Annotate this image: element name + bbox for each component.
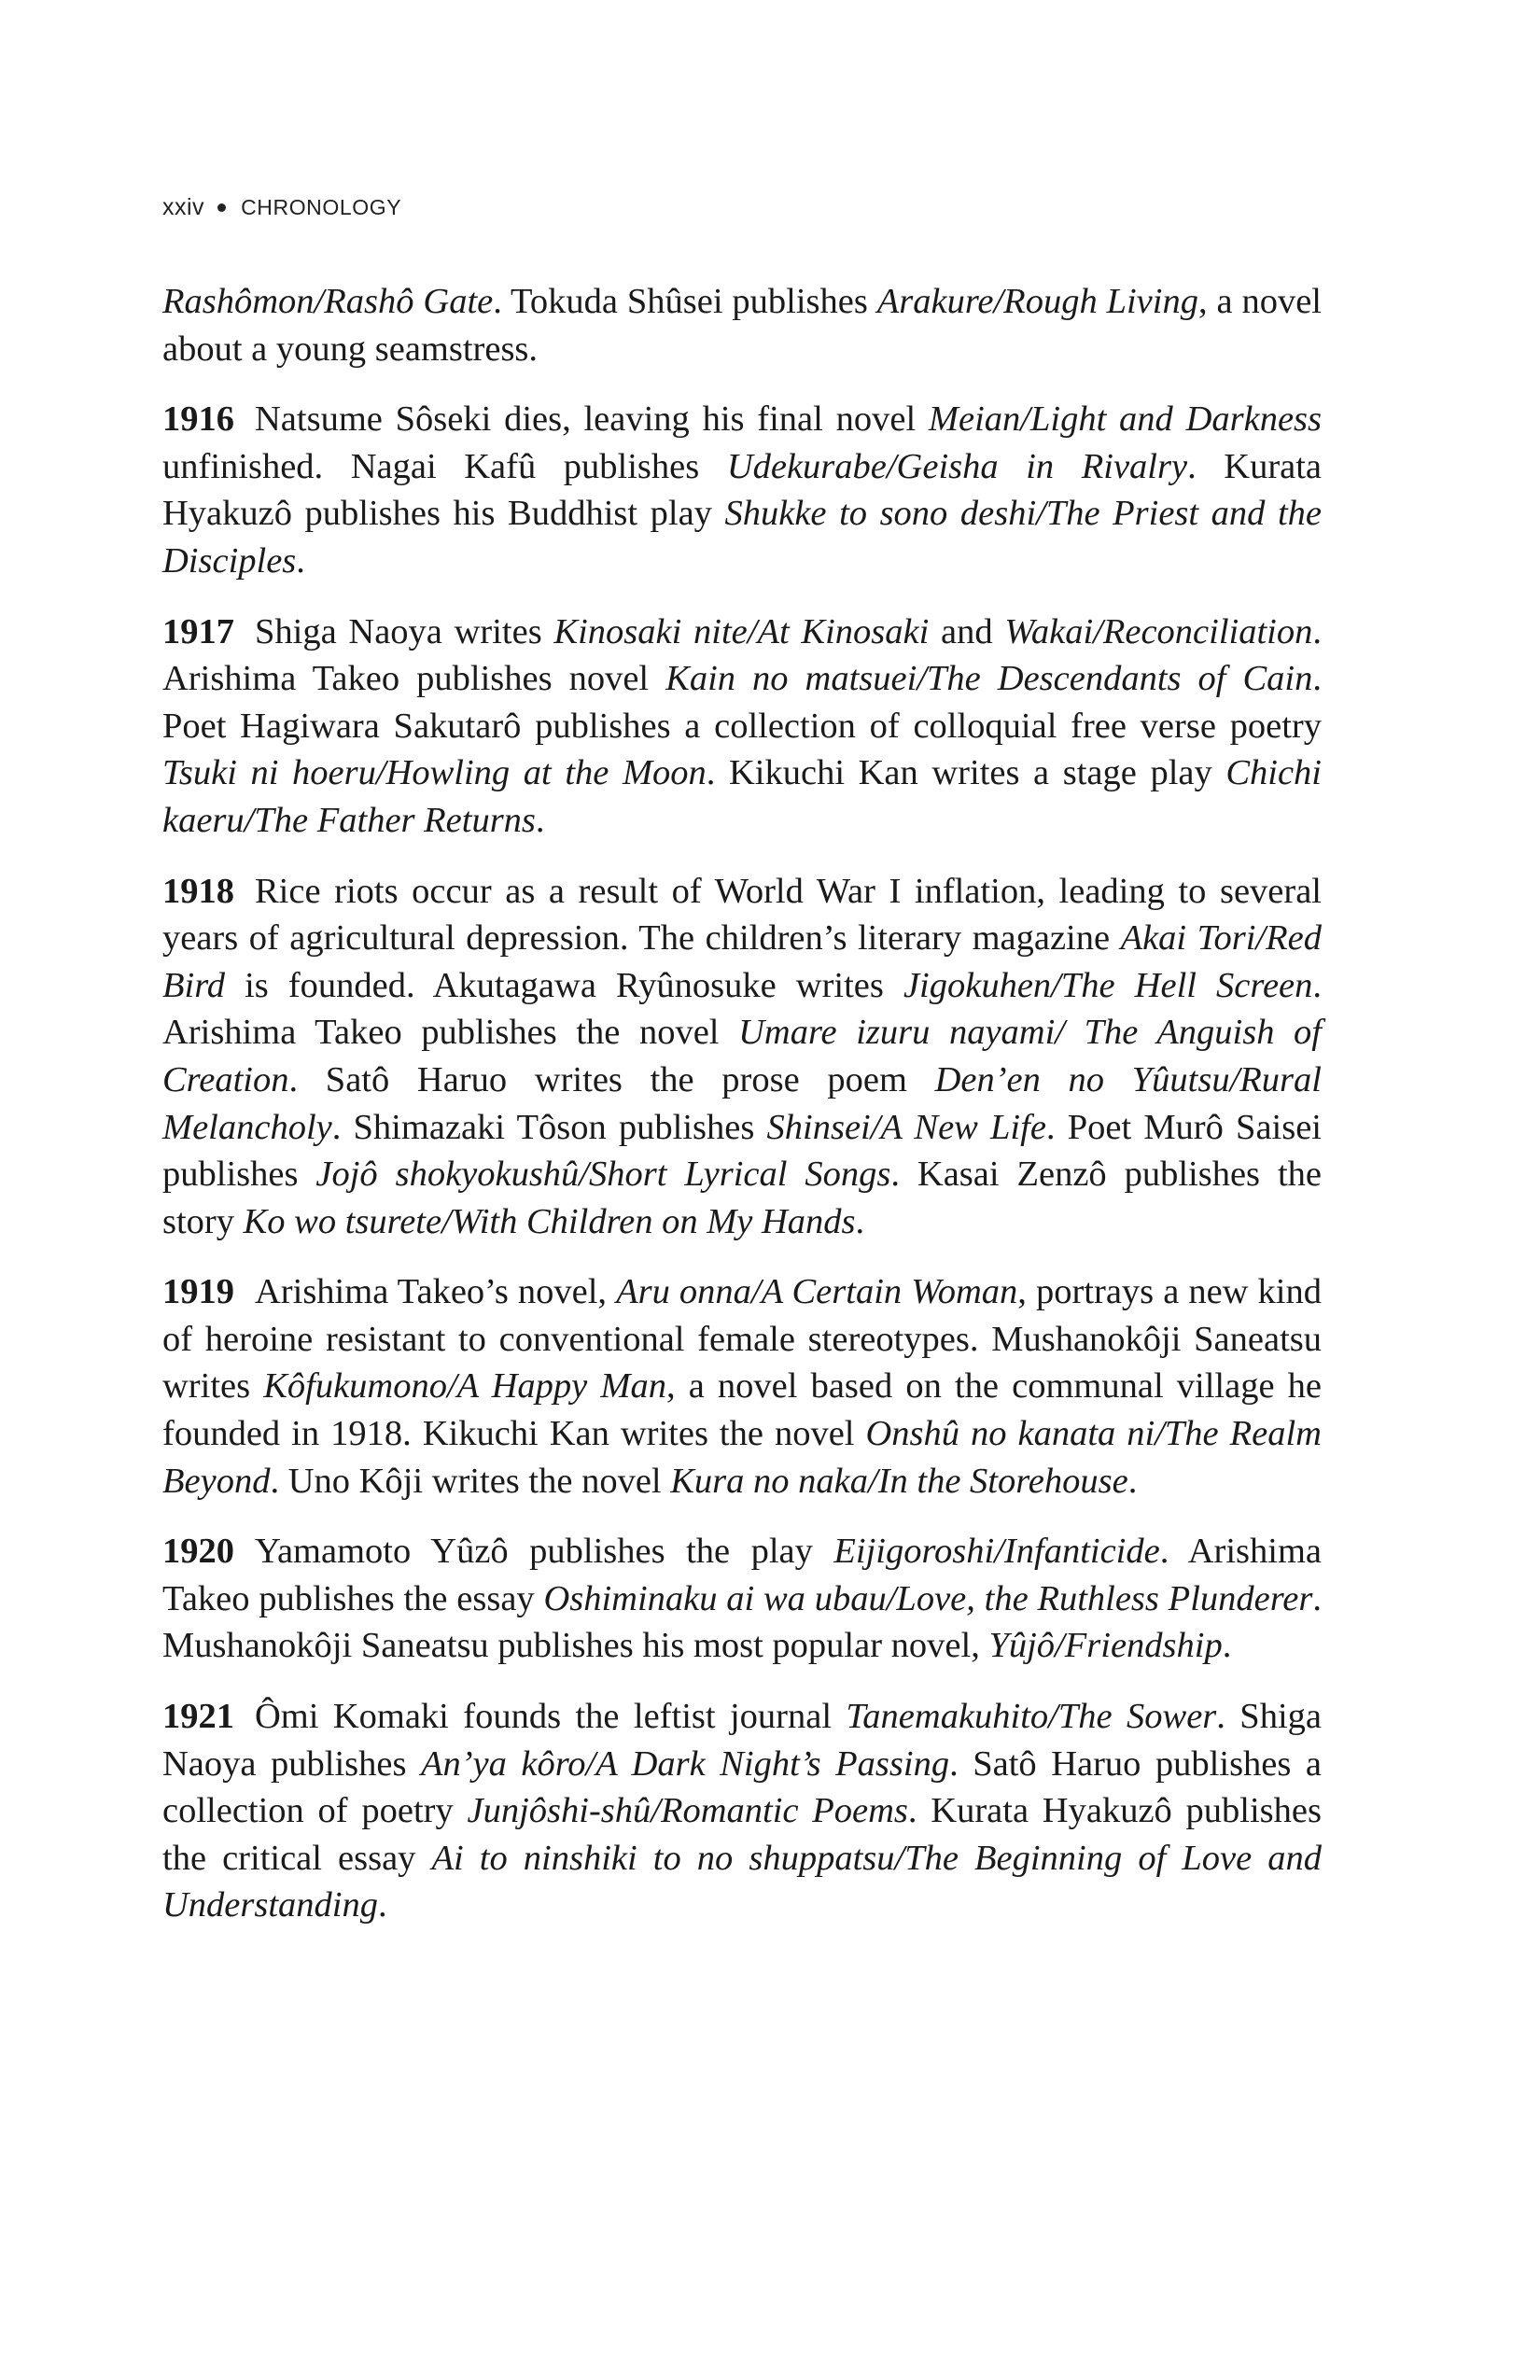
entry-text: Ômi Komaki founds the leftist journal [255,1697,847,1737]
entry-text: . Shimazaki Tôson publishes [331,1107,767,1147]
work-title: Chichi kaeru/The Father Returns [162,753,1322,840]
work-title: Meian/Light and Darkness [928,399,1322,440]
chronology-entry [162,868,1322,1246]
chronology-entry [162,609,1322,845]
chronology-entry [162,1268,1322,1505]
entry-text: unfinished. Nagai Kafû publishes [162,446,727,486]
work-title: Jojô shokyokushû/Short Lyrical Songs [315,1155,891,1195]
chronology-entry [162,278,1322,372]
bullet-separator-icon [217,203,226,212]
running-head [162,194,401,221]
chronology-entry [162,396,1322,584]
work-title: Kura no naka/In the Storehouse [670,1461,1128,1501]
chronology-entry [162,1693,1322,1929]
work-title: Shinsei/A New Life [766,1107,1046,1147]
entry-year: 1919 [162,1272,234,1312]
entry-text: Arishima Takeo’s novel, [255,1272,617,1312]
entry-text: Yamamoto Yûzô publishes the play [255,1532,834,1572]
work-title: Ai to ninshiki to no shuppatsu/The Beginning of Love and Understanding [162,1838,1322,1925]
entry-text: and [929,611,1005,651]
entry-text: Natsume Sôseki dies, leaving his final novel [255,399,929,440]
work-title: Shukke to sono deshi/The Priest and the Disciples [162,494,1323,581]
entry-text: . Arishima Takeo publishes novel [162,611,1322,699]
entry-text: . Mushanokôji Saneatsu publishes his most popular novel, [162,1578,1322,1666]
entry-text: is founded. Akutagawa Ryûnosuke writes [225,965,903,1005]
work-title: Onshû no kanata ni/The Realm Beyond [162,1414,1322,1501]
work-title: Ko wo tsurete/With Children on My Hands [243,1201,856,1241]
work-title: Rashômon/Rashô Gate [162,282,494,321]
entry-text: . Satô Haruo writes the prose poem [288,1059,935,1099]
work-title: An’ya kôro/A Dark Night’s Passing [420,1743,950,1784]
entry-text: . Kikuchi Kan writes a stage play [706,753,1226,793]
entry-text: Shiga Naoya writes [255,611,554,651]
entry-text: . [296,540,305,581]
entry-text: . [855,1201,865,1241]
entry-year: 1917 [162,611,234,651]
entry-text: . [378,1885,387,1925]
work-title: Tanemakuhito/The Sower [846,1697,1217,1737]
entry-text: . Poet Murô Saisei publishes [162,1107,1322,1195]
entry-text: . Uno Kôji writes the novel [270,1461,671,1501]
entry-year: 1921 [162,1697,234,1737]
work-title: Eijigoroshi/Infanticide [833,1532,1160,1572]
entry-year: 1916 [162,399,234,440]
entry-year: 1920 [162,1532,234,1572]
entry-text: . [535,800,545,840]
work-title: Junjôshi-shû/Romantic Poems [467,1791,908,1831]
work-title: Tsuki ni hoeru/Howling at the Moon [162,753,707,793]
work-title: Akai Tori/Red Bird [162,918,1322,1005]
entry-text: . [1127,1461,1138,1501]
entry-text: . Kasai Zenzô publishes the story [162,1155,1322,1241]
work-title: Yûjô/Friendship [988,1626,1223,1666]
entry-text: . Tokuda Shûsei publishes [493,282,877,321]
work-title: Kinosaki nite/At Kinosaki [553,611,930,651]
chronology-body [162,278,1322,1953]
work-title: Aru onna/A Certain Woman [616,1272,1018,1312]
entry-text: , a novel about a young seamstress. [162,282,1323,369]
work-title: Oshiminaku ai wa ubau/Love, the Ruthless Plunderer [543,1578,1313,1618]
entry-text: . Kurata Hyakuzô publishes the critical essay [162,1791,1322,1878]
entry-text: . [1222,1626,1232,1666]
entry-text: . Shiga Naoya publishes [162,1697,1322,1784]
work-title: Jigokuhen/The Hell Screen [903,965,1313,1005]
work-title: Kain no matsuei/The Descendants of Cain [665,659,1313,699]
work-title: Den’en no Yûutsu/Rural Melancholy [162,1059,1322,1147]
entry-text: Rice riots occur as a result of World War I inflation, leading to several years of agricultural depression. The children’s literary magazine [162,871,1322,959]
work-title: Umare izuru nayami/ The Anguish of Creation [162,1013,1322,1099]
work-title: Udekurabe/Geisha in Rivalry [726,446,1188,486]
work-title: Wakai/Reconciliation [1004,611,1313,651]
entry-text: , a novel based on the communal village he founded in 1918. Kikuchi Kan writes the novel [162,1366,1323,1454]
entry-text: , portrays a new kind of heroine resistant to conventional female stereotypes. Mushanokôji Saneatsu writes [162,1272,1322,1407]
entry-text: . Kurata Hyakuzô publishes his Buddhist play [162,446,1323,534]
work-title: Arakure/Rough Living [876,282,1198,321]
entry-year: 1918 [162,871,234,911]
entry-text: . Arishima Takeo publishes the novel [162,965,1322,1053]
section-title: CHRONOLOGY [241,195,402,219]
work-title: Kôfukumono/A Happy Man [263,1366,666,1407]
chronology-entry [162,1528,1322,1670]
entry-text: . Poet Hagiwara Sakutarô publishes a collection of colloquial free verse poetry [162,659,1322,746]
page-number: xxiv [162,194,205,220]
entry-text: . Arishima Takeo publishes the essay [162,1532,1322,1618]
entry-text: . Satô Haruo publishes a collection of poetry [162,1743,1322,1831]
